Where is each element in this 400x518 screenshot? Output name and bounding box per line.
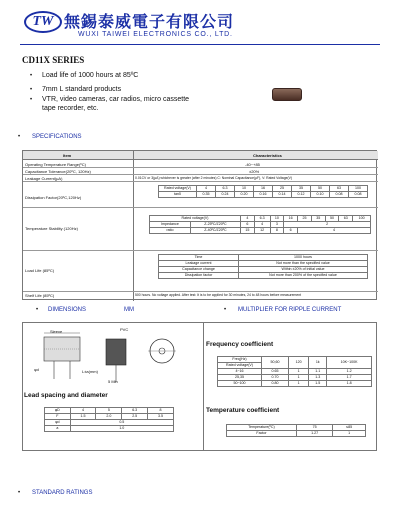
cell: 6 [240, 222, 254, 228]
df-h2: tanδ [159, 192, 197, 198]
cell: 10 [235, 186, 254, 192]
spec-header-row [23, 151, 378, 160]
cell: 0.08 [330, 192, 349, 198]
cell: 0.12 [292, 192, 311, 198]
cell: 16 [254, 186, 273, 192]
cell: 1.7 [327, 375, 372, 381]
bullet: • [30, 87, 33, 93]
cell: 100 [349, 186, 368, 192]
cell: 0.35 [197, 192, 216, 198]
cell: Temperature(ºC) [227, 425, 297, 431]
cell: Not more than 200% of the specified value [239, 273, 368, 279]
cell: φd [45, 420, 71, 426]
cell: 25,35 [218, 375, 262, 381]
bullet: • [30, 97, 33, 103]
cell: 0.80 [262, 381, 289, 387]
cell: 0.70 [262, 375, 289, 381]
cell: Z-25ºC/Z20ºC [190, 222, 240, 228]
bullet: • [30, 73, 33, 79]
spec-row-value: -40~+85 [245, 162, 260, 167]
logo-text: TW [32, 14, 54, 29]
bullet: • [18, 490, 21, 496]
cell: 50 [311, 186, 330, 192]
row-line [23, 181, 378, 182]
cell: 4 [197, 186, 216, 192]
cell: 0.5 [70, 420, 173, 426]
cell: 35 [311, 216, 325, 222]
cell: 50~100 [218, 381, 262, 387]
spec-row-value: 0.01CV or 3(μA) whichever is greater (after 2 minutes) C: Nominal Capacitance(μF), V: Rated Voltage(V) [135, 176, 292, 180]
company-name-chinese: 無錫泰威電子有限公司 [64, 12, 235, 31]
cell: 5 [96, 408, 122, 414]
dimensions-heading: DIMENSIONS [48, 307, 87, 313]
cell: F [45, 414, 71, 420]
frequency-table [217, 356, 372, 387]
cell: 1.1 [309, 369, 327, 375]
cell: 75 [297, 425, 333, 431]
bullet: • [224, 307, 227, 313]
bullet: • [18, 134, 21, 140]
row-line [23, 250, 378, 251]
cell: 0.20 [235, 192, 254, 198]
feature-2: 7mm L standard products [42, 86, 122, 93]
shelf-life-value: 500 hours. No voltage applied. After test: It is to be applied for 30 minutes, 24 to 48 hours before measurement [135, 293, 302, 297]
cell: 10K~100K [327, 357, 372, 369]
cell: 1000 hours [239, 255, 368, 261]
cell: Dissipation factor [159, 273, 239, 279]
cell: 12 [254, 228, 270, 234]
cell: 8 [270, 228, 284, 234]
cell: 4 [70, 408, 96, 414]
cell: 1.3 [309, 375, 327, 381]
cell: Capacitance change [159, 267, 239, 273]
cell: φD [45, 408, 71, 414]
cell: 4 [240, 216, 254, 222]
drawing-label-pin: φd [34, 367, 39, 372]
cell: Impedance [150, 222, 191, 228]
cell: 6.3 [254, 216, 270, 222]
row-line [23, 207, 378, 208]
cell: 6.3 [122, 408, 148, 414]
spec-table [22, 150, 377, 300]
temperature-heading: Temperature coefficient [206, 407, 280, 414]
spec-col-item: Item [63, 153, 72, 158]
dimensions-unit: MM [124, 307, 134, 313]
load-life-table [158, 254, 368, 279]
cell: 100 [353, 216, 371, 222]
temp-stability-label: Temperature Stability (120Hz) [25, 226, 78, 231]
cell: 6.3 [216, 186, 235, 192]
cell: 1.5 [309, 381, 327, 387]
cell: 1k [309, 357, 327, 369]
cell: 25 [298, 216, 312, 222]
company-name-english: WUXI TAIWEI ELECTRONICS CO., LTD. [78, 31, 233, 38]
bullet: • [36, 307, 39, 313]
cell: 16 [284, 216, 298, 222]
cell: 10 [270, 216, 284, 222]
cell: 0.14 [273, 192, 292, 198]
cell: ≤85 [333, 425, 366, 431]
cell: 0.08 [349, 192, 368, 198]
temp-stability-table [149, 215, 371, 234]
cell: 1.5 [70, 414, 96, 420]
cell: 0.16 [254, 192, 273, 198]
multiplier-heading: MULTIPLIER FOR RIPPLE CURRENT [238, 307, 342, 313]
cell: 1 [288, 381, 308, 387]
cell: 3 [270, 222, 284, 228]
cell: 1.27 [297, 431, 333, 437]
cell: Time [159, 255, 239, 261]
cell: 1.8 [327, 381, 372, 387]
df-label: Dissipation Factor(20ºC,120Hz) [25, 195, 82, 200]
row-line [23, 291, 378, 292]
lead-table [44, 407, 174, 432]
cell: 4 [254, 222, 270, 228]
cell: 0.24 [216, 192, 235, 198]
cell: 63 [339, 216, 353, 222]
cell: Factor [227, 431, 297, 437]
cell: Z-40ºC/Z20ºC [190, 228, 240, 234]
company-logo [24, 11, 62, 33]
feature-1: Load life of 1000 hours at 85ºC [42, 72, 139, 79]
lead-spacing-heading: Lead spacing and diameter [24, 392, 108, 399]
spec-row-label: Operating Temperature Range(ºC) [25, 162, 86, 167]
cell: 1 [288, 369, 308, 375]
cell: Not more than the specified value [239, 261, 368, 267]
drawing-label-l: L±a(mm) [82, 369, 98, 374]
cell: 50,60 [262, 357, 289, 369]
cell: 2.0 [96, 414, 122, 420]
series-title: CD11X SERIES [22, 55, 85, 65]
cell: 25 [273, 186, 292, 192]
df-table [158, 185, 368, 198]
cell: Freq(Hz) [218, 357, 262, 363]
cell: Rated voltage(V) [218, 363, 262, 369]
cell: ratio [150, 228, 191, 234]
drawing-label-pvc: PVC [120, 327, 129, 332]
feature-3: VTR, video cameras, car radios, micro cassette [42, 96, 190, 103]
product-photo [272, 88, 302, 101]
cell: 1 [288, 375, 308, 381]
cell: 0.10 [311, 192, 330, 198]
cell: 63 [330, 186, 349, 192]
feature-4: tape recorder, etc. [42, 105, 99, 112]
cell: 15 [240, 228, 254, 234]
cell: 1 [333, 431, 366, 437]
cell: 2.5 [122, 414, 148, 420]
spec-row-label: Leakage Current(μA) [25, 176, 63, 181]
cell: Rated voltage(V) [150, 216, 241, 222]
df-h1: Rated voltage(V) [159, 186, 197, 192]
standard-ratings-heading: STANDARD RATINGS [32, 490, 93, 496]
cell: 1.2 [327, 369, 372, 375]
cell: 3.5 [148, 414, 174, 420]
header-divider [20, 44, 380, 45]
lower-box-divider [203, 322, 204, 451]
load-life-label: Load Life (85ºC) [25, 268, 55, 273]
cell: 35 [292, 186, 311, 192]
drawing-label-min: 5 Min [108, 379, 118, 384]
cell: 6 [284, 228, 298, 234]
drawing-label-sleeve: Sleeve [50, 329, 63, 334]
cell: 1.0 [70, 426, 173, 432]
cell: 4 [298, 228, 371, 234]
spec-row-value: ±20% [249, 169, 260, 174]
specifications-heading: SPECIFICATIONS [32, 134, 82, 140]
cell: 2 [284, 222, 371, 228]
row-line [23, 174, 378, 175]
spec-col-char: Characteristics [253, 153, 282, 158]
cell: 8 [148, 408, 174, 414]
shelf-life-label: Shelf Life (85ºC) [25, 293, 55, 298]
frequency-heading: Frequency coefficient [206, 341, 274, 348]
cell: 0.65 [262, 369, 289, 375]
cell: 4~16 [218, 369, 262, 375]
cell: Within ±20% of initial value [239, 267, 368, 273]
cell: a [45, 426, 71, 432]
dimension-drawing [30, 327, 195, 387]
row-line [23, 167, 378, 168]
cell: Leakage current [159, 261, 239, 267]
spec-row-label: Capacitance Tolerance(20ºC, 120Hz) [25, 169, 91, 174]
cell: 120 [288, 357, 308, 369]
temperature-table [226, 424, 366, 437]
cell: 50 [325, 216, 339, 222]
